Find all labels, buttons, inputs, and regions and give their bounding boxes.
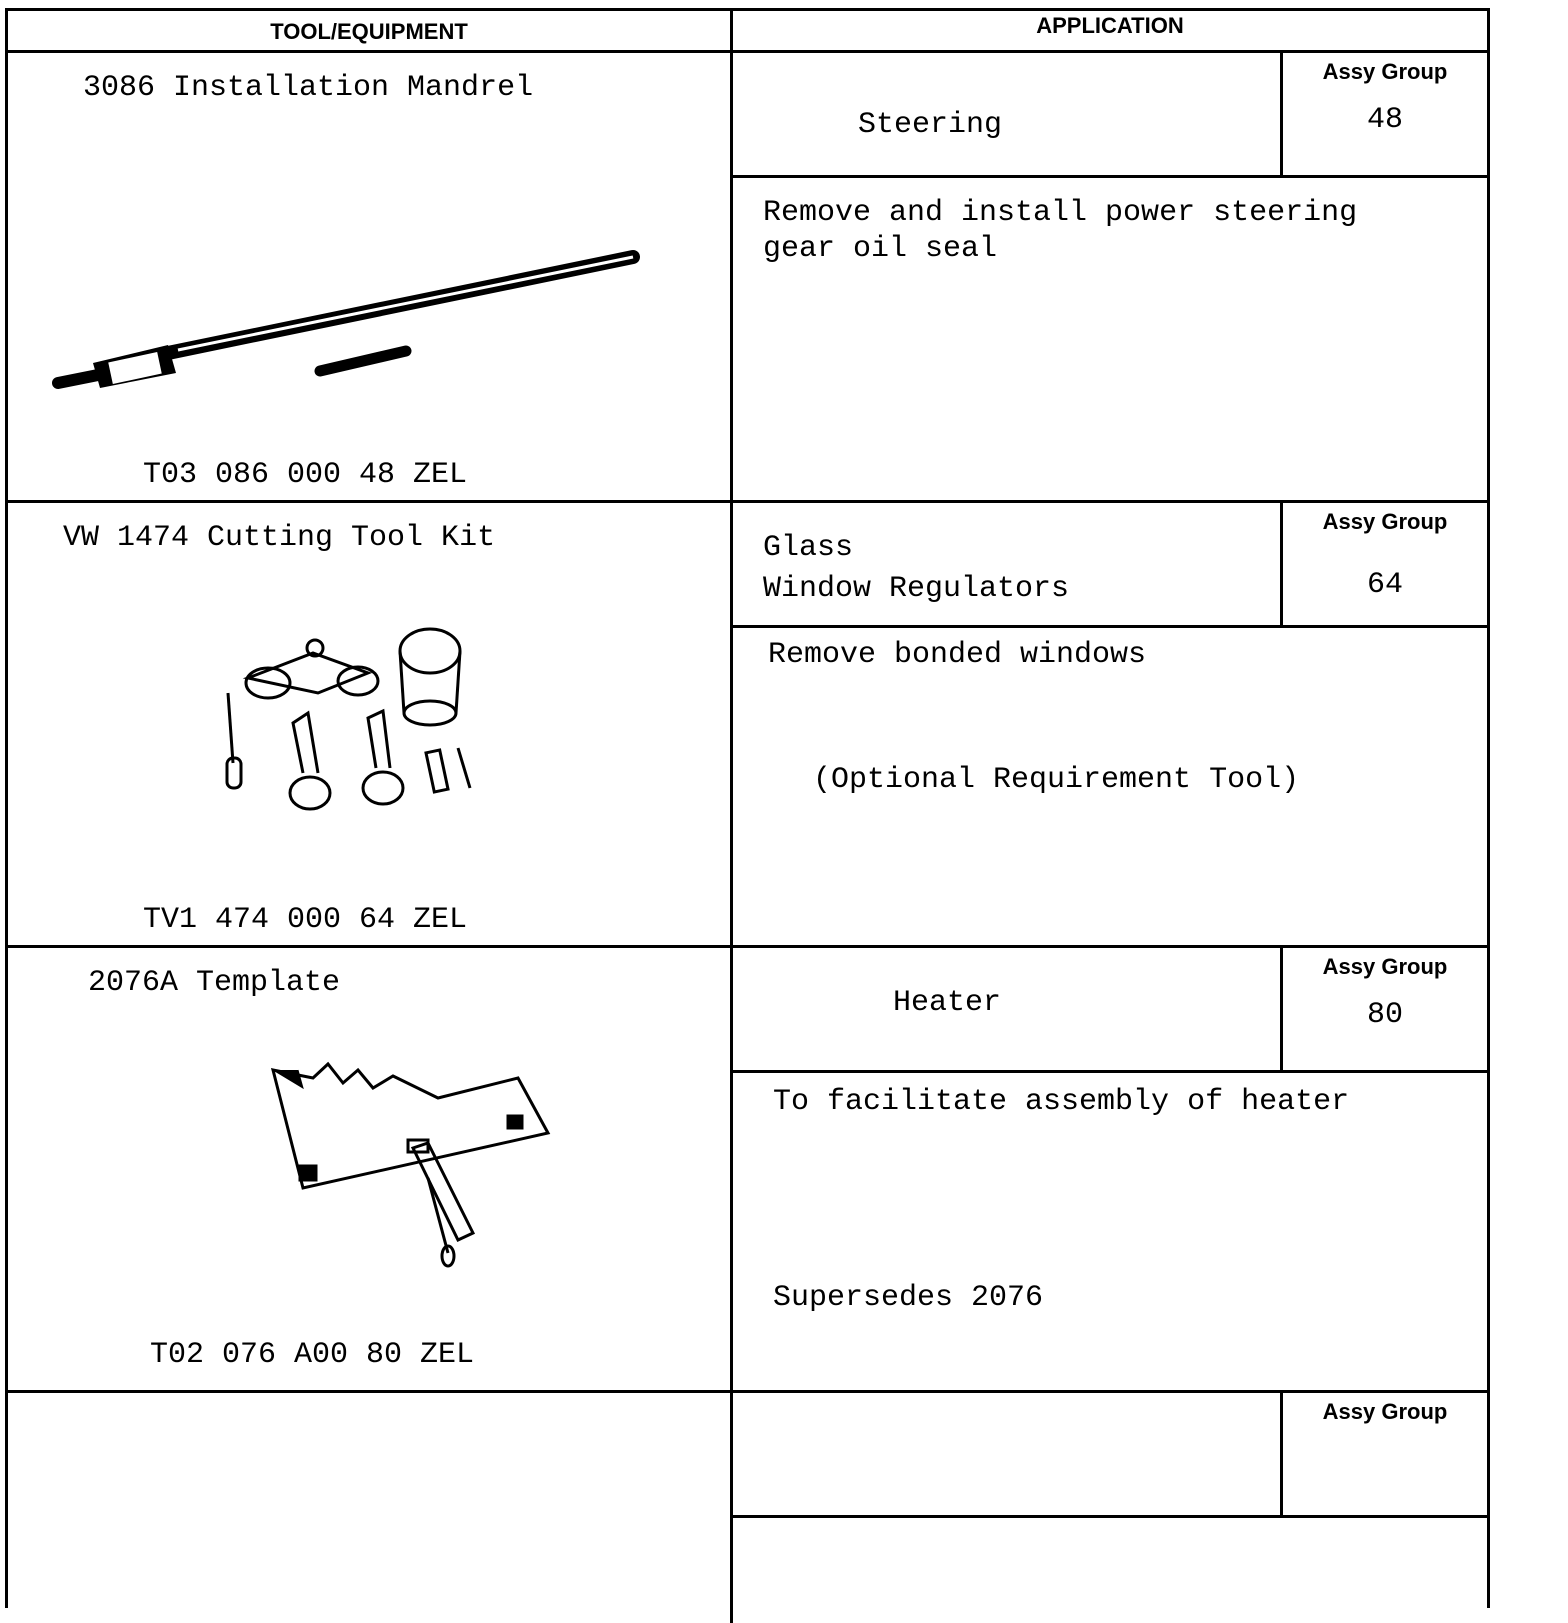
description-line-1: Remove and install power steering: [763, 196, 1358, 230]
supersedes-note: Supersedes 2076: [773, 1281, 1044, 1315]
description-text: Remove bonded windows: [768, 638, 1147, 672]
assy-group-label: Assy Group: [1322, 59, 1448, 84]
tool-equipment-header: TOOL/EQUIPMENT: [8, 11, 733, 53]
area-label-line-2: Window Regulators: [763, 572, 1070, 606]
application-description-row-3: [733, 1073, 1487, 1393]
cutting-tool-kit-illustration: [208, 623, 498, 823]
application-row-1: [733, 53, 1487, 178]
application-description-row-2: [733, 628, 1487, 948]
application-row-4: [733, 1393, 1487, 1518]
tool-application-table: [5, 8, 1490, 1608]
assy-group-number: 80: [1366, 998, 1403, 1032]
application-header: APPLICATION: [733, 11, 1487, 53]
tool-name: VW 1474 Cutting Tool Kit: [63, 521, 496, 555]
assy-group-number: 48: [1366, 103, 1403, 137]
tool-cell-row-1: [8, 53, 733, 503]
area-label-line-1: Glass: [763, 531, 854, 565]
description-line-2: gear oil seal: [763, 232, 998, 266]
application-description-row-1: [733, 178, 1487, 503]
template-illustration: [258, 1058, 568, 1278]
application-row-3: [733, 948, 1487, 1073]
application-area: [733, 503, 1283, 625]
optional-requirement-note: (Optional Requirement Tool): [813, 763, 1300, 797]
application-area: [733, 1393, 1283, 1515]
tool-cell-row-4: [8, 1393, 733, 1623]
application-row-2: [733, 503, 1487, 628]
part-number: TV1 474 000 64 ZEL: [143, 903, 468, 937]
assy-group-cell: [1283, 1393, 1487, 1515]
application-area: [733, 53, 1283, 175]
description-text: To facilitate assembly of heater: [773, 1085, 1350, 1119]
tool-cell-row-2: [8, 503, 733, 948]
tool-cell-row-3: [8, 948, 733, 1393]
tool-name: 2076A Template: [88, 966, 341, 1000]
assy-group-number: 64: [1366, 568, 1403, 602]
part-number: T03 086 000 48 ZEL: [143, 458, 468, 492]
area-label: Heater: [893, 986, 1002, 1020]
part-number: T02 076 A00 80 ZEL: [150, 1338, 475, 1372]
assy-group-cell: [1283, 948, 1487, 1070]
assy-group-label: Assy Group: [1322, 954, 1448, 979]
area-label: Steering: [858, 108, 1003, 142]
application-area: [733, 948, 1283, 1070]
assy-group-label: Assy Group: [1322, 1399, 1448, 1424]
assy-group-cell: [1283, 53, 1487, 175]
assy-group-label: Assy Group: [1322, 509, 1448, 534]
assy-group-cell: [1283, 503, 1487, 625]
installation-mandrel-illustration: [48, 233, 648, 403]
tool-name: 3086 Installation Mandrel: [83, 71, 534, 105]
